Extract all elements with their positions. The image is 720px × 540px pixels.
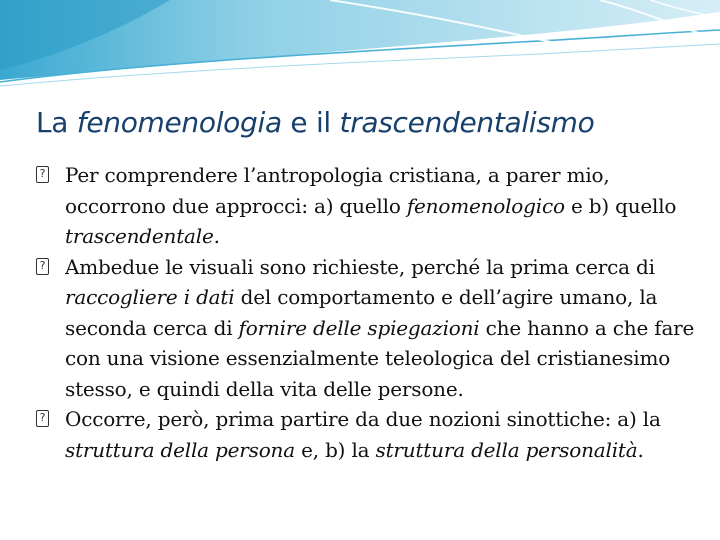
bullet-list xyxy=(36,160,696,465)
bullet-text: che hanno a che fare con una visione essenzialmente teleologica del cristianesimo stesso, e quindi della vita delle persone. xyxy=(65,315,695,401)
title-text-2: fenomenologia xyxy=(76,106,282,139)
bullet-emphasis: raccogliere i dati xyxy=(65,285,235,309)
bullet-marker-icon: ? xyxy=(36,410,49,427)
bullet-emphasis: fenomenologico xyxy=(406,193,565,218)
bullet-item xyxy=(36,252,696,405)
bullet-text: e b) quello xyxy=(564,193,677,218)
bullet-item xyxy=(36,160,696,252)
bullet-emphasis: struttura della persona xyxy=(65,437,295,462)
bullet-emphasis: trascendentale xyxy=(65,224,214,248)
header-wave-decoration xyxy=(0,0,720,90)
title-text-4: trascendentalismo xyxy=(339,106,595,139)
bullet-item xyxy=(36,404,696,465)
title-text-3: e il xyxy=(281,106,340,139)
bullet-text: . xyxy=(637,437,644,462)
bullet-text: del comportamento e dell’agire umano, la seconda cerca di xyxy=(65,285,658,340)
bullet-text: . xyxy=(213,224,220,248)
bullet-marker-icon: ? xyxy=(36,258,49,275)
bullet-text: Per comprendere l’antropologia cristiana, a parer mio, occorrono due approcci: a) quello xyxy=(65,163,610,218)
bullet-text: e, b) la xyxy=(294,437,376,462)
slide-title xyxy=(36,106,594,139)
bullet-emphasis: fornire delle spiegazioni xyxy=(238,315,480,340)
bullet-text: Occorre, però, prima partire da due nozioni sinottiche: a) la xyxy=(65,407,661,431)
bullet-emphasis: struttura della personalità xyxy=(375,437,638,462)
bullet-marker-icon: ? xyxy=(36,166,49,183)
bullet-text: Ambedue le visuali sono richieste, perché la prima cerca di xyxy=(65,254,655,279)
title-text-1: La xyxy=(36,106,77,139)
